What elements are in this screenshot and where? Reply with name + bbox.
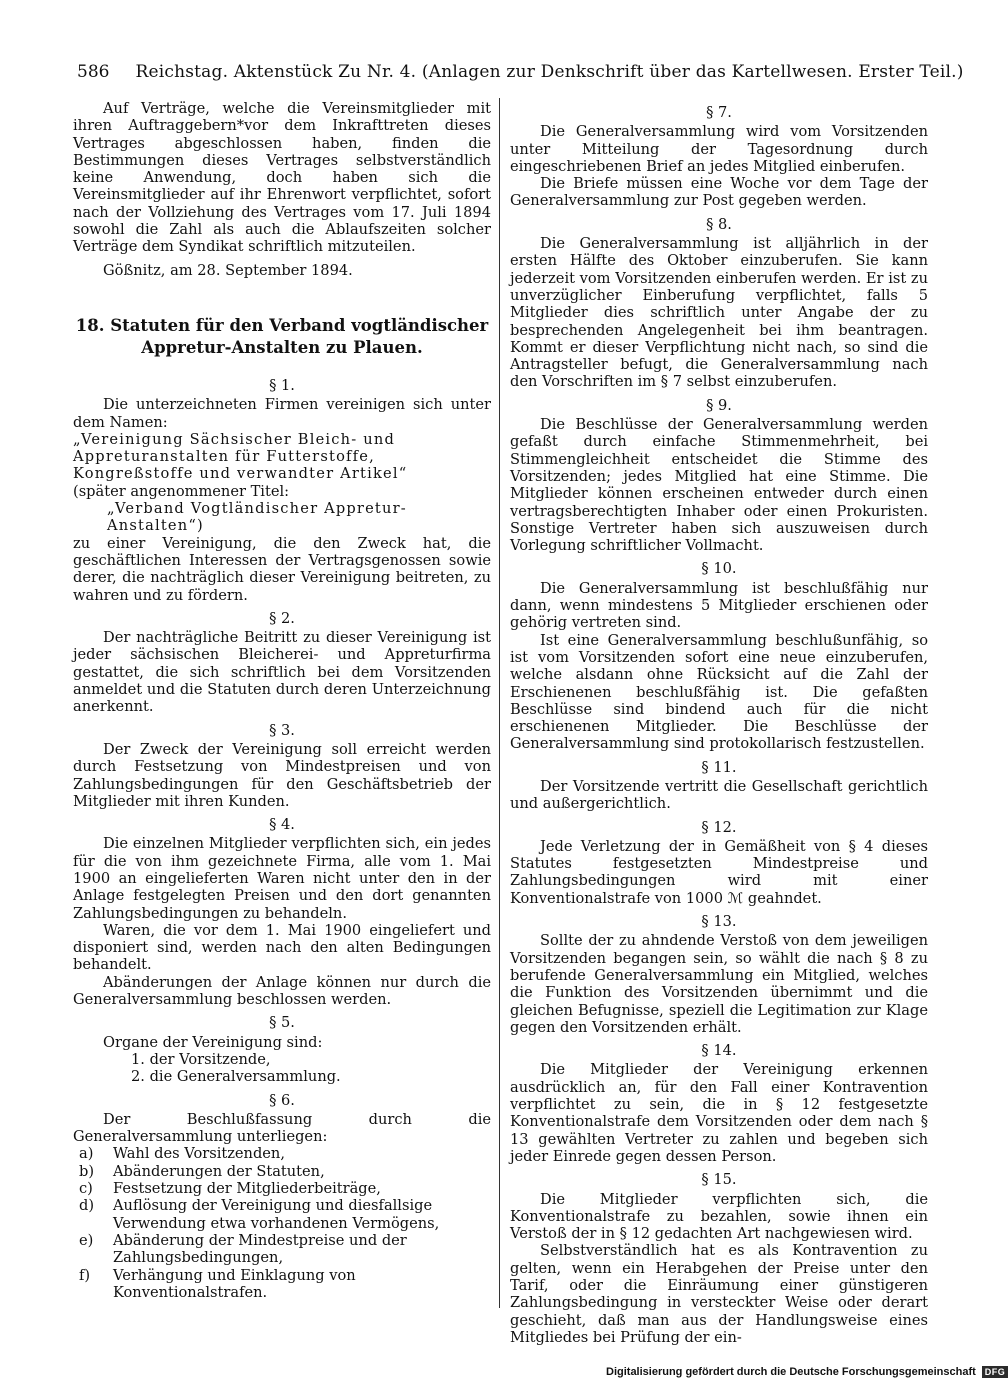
left-column	[73, 100, 491, 1301]
s6-text: Der Beschlußfassung durch die Generalversammlung unterliegen:	[73, 1110, 491, 1146]
s4-text-3: Abänderungen der Anlage können nur durch die Generalversammlung beschlossen werden.	[73, 973, 491, 1009]
list-marker: e)	[79, 1231, 94, 1249]
list-item	[73, 1180, 491, 1197]
intro-paragraph: Auf Verträge, welche die Vereinsmitglieder mit ihren Auftraggebern*vor dem Inkrafttreten dieses Vertrages abgeschlossen haben, finden die Bestimmungen dieses Vertrages selbstverständlich keine Anwendung, doch haben sich die Vereinsmitglieder auf ihr Ehrenwort verpflichtet, sofort nach der Vollziehung des Vertrages vom 17. Juli 1894 sowohl die Zahl als auch die Ablaufszeiten solcher Verträge dem Syndikat schriftlich mitzuteilen.	[73, 100, 491, 256]
s7-text-2: Die Briefe müssen eine Woche vor dem Tage der Generalversammlung zur Post gegeben werden.	[510, 175, 928, 210]
list-item-text: Abänderungen der Statuten,	[113, 1162, 325, 1180]
s5-text: Organe der Vereinigung sind:	[103, 1033, 323, 1051]
list-item	[73, 1163, 491, 1180]
place-date: Gößnitz, am 28. September 1894.	[103, 261, 353, 279]
list-item	[73, 1232, 491, 1267]
list-item-text: Wahl des Vorsitzenden,	[113, 1145, 285, 1163]
list-item	[73, 1145, 491, 1162]
s2-text: Der nachträgliche Beitritt zu dieser Vereinigung ist jeder sächsischen Bleicherei- und Appreturfirma gestattet, die sich schriftlich bei dem Vorsitzenden anmeldet und die Statuten durch deren Unterzeichnung anerkennt.	[73, 629, 491, 716]
paragraph-title-11: § 11.	[701, 758, 737, 776]
list-item-text: Festsetzung der Mitgliederbeiträge,	[113, 1180, 381, 1198]
list-marker: a)	[79, 1145, 94, 1163]
list-marker: b)	[79, 1162, 95, 1180]
s3-text: Der Zweck der Vereinigung soll erreicht werden durch Festsetzung von Mindestpreisen und von Zahlungsbedingungen für den Geschäftsbetrieb der Mitglieder mit ihren Kunden.	[73, 740, 491, 810]
s4-text-1: Die einzelnen Mitglieder verpflichten sich, ein jedes für die von ihm gezeichnete Firma, alle vom 1. Mai 1900 an eingelieferten Waren nicht unter den in der Anlage festgelegten Preisen und den dort genannten Zahlungsbedingungen zu behandeln.	[73, 835, 491, 922]
list-item-text: Abänderung der Mindestpreise und der Zahlungsbedingungen,	[113, 1231, 407, 1267]
digitization-credit	[606, 1366, 1008, 1378]
s7-text-1: Die Generalversammlung wird vom Vorsitzenden unter Mitteilung der Tagesordnung durch eingeschriebenen Brief an jedes Mitglied einberufen.	[510, 123, 928, 175]
list-marker: f)	[79, 1266, 91, 1284]
s4-text-2: Waren, die vor dem 1. Mai 1900 eingeliefert und disponiert sind, werden nach den alten Bedingungen behandelt.	[73, 921, 491, 974]
page-header	[77, 62, 964, 86]
paragraph-title-15: § 15.	[701, 1171, 737, 1189]
paragraph-title-7: § 7.	[706, 104, 732, 121]
section-heading: 18. Statuten für den Verband vogtländischer Appretur-Anstalten zu Plauen.	[75, 315, 489, 357]
paragraph-title-9: § 9.	[706, 396, 732, 414]
s1-purpose: zu einer Vereinigung, die den Zweck hat, die geschäftlichen Interessen der Vertragsgenossen sowie derer, die nachträglich dieser Vereinigung beitreten, zu wahren und zu fördern.	[73, 534, 491, 604]
paragraph-title-1: § 1.	[269, 376, 295, 394]
s8-text: Die Generalversammlung ist alljährlich in der ersten Hälfte des Oktober einzuberufen. Sie kann jederzeit vom Vorsitzenden einberufen werden. Er ist zu unverzüglicher Einberufung verpflichtet, falls 5 Mitglieder dies schriftlich unter Angabe der zu besprechenden Angelegenheit bei ihm beantragen. Kommt er dieser Verpflichtung nicht nach, so sind die Antragsteller befugt, die Generalversammlung nach den Vorschriften im § 7 selbst einzuberufen.	[510, 235, 928, 391]
list-item-text: Verhängung und Einklagung von Konventionalstrafen.	[113, 1266, 356, 1301]
paragraph-title-12: § 12.	[701, 818, 737, 836]
paragraph-title-14: § 14.	[701, 1042, 737, 1060]
s5-organ-item: 1. der Vorsitzende,	[131, 1050, 271, 1068]
paragraph-title-6: § 6.	[269, 1091, 295, 1109]
paragraph-title-5: § 5.	[269, 1014, 295, 1032]
paragraph-title-8: § 8.	[706, 215, 732, 233]
paragraph-title-2: § 2.	[269, 609, 295, 627]
right-column	[510, 100, 928, 1346]
list-item-text: Auflösung der Vereinigung und diesfallsige Verwendung etwa vorhandenen Vermögens,	[113, 1197, 440, 1232]
running-title: Reichstag. Aktenstück Zu Nr. 4. (Anlagen zur Denkschrift über das Kartellwesen. Erster Teil.)	[135, 62, 964, 82]
s12-text: Jede Verletzung der in Gemäßheit von § 4 dieses Statutes festgesetzten Mindestpreise und Zahlungsbedingungen wird mit einer Konventionalstrafe von 1000 ℳ geahndet.	[510, 837, 928, 907]
page-number: 586	[77, 62, 110, 82]
paragraph-title-4: § 4.	[269, 816, 295, 834]
dfg-logo-icon: DFG	[982, 1366, 1008, 1378]
paragraph-title-10: § 10.	[701, 560, 737, 578]
s1-quote-later-name: „Verband Vogtländischer Appretur-Anstalten“)	[107, 500, 407, 535]
s1-text: Die unterzeichneten Firmen vereinigen sich unter dem Namen:	[73, 396, 491, 431]
s1-quote-original-name: „Vereinigung Sächsischer Bleich- und Appreturanstalten für Futterstoffe, Kongreßstoffe und verwandter Artikel“	[73, 430, 408, 483]
s6-list	[73, 1145, 491, 1301]
s9-text: Die Beschlüsse der Generalversammlung werden gefaßt durch einfache Stimmenmehrheit, bei Stimmengleichheit entscheidet die Stimme des Vorsitzenden; jedes Mitglied hat eine Stimme. Die Mitglieder können erscheinen entweder durch einen vertragsberechtigten Inhaber oder einen Prokuristen. Sonstige Vertreter haben sich auszuweisen durch Vorlegung schriftlicher Vollmacht.	[510, 416, 928, 555]
list-item	[73, 1267, 491, 1302]
column-divider	[499, 98, 500, 1308]
s11-text: Der Vorsitzende vertritt die Gesellschaft gerichtlich und außergerichtlich.	[510, 777, 928, 813]
credit-text: Digitalisierung gefördert durch die Deutsche Forschungsgemeinschaft	[606, 1366, 976, 1378]
s14-text: Die Mitglieder der Vereinigung erkennen ausdrücklich an, für den Fall einer Kontravention verpflichtet zu sein, die in § 12 festgesetzte Konventionalstrafe dem Vorsitzenden oder dem nach § 13 gewählten Vertreter zu zahlen und begeben sich jeder Einrede gegen dessen Person.	[510, 1061, 928, 1165]
s5-organ-item: 2. die Generalversammlung.	[131, 1068, 341, 1086]
s13-text: Sollte der zu ahndende Verstoß von dem jeweiligen Vorsitzenden begangen sein, so wählt die nach § 8 zu berufende Generalversammlung ein Mitglied, welches die Funktion des Vorsitzenden übernimmt und die gleichen Befugnisse, speziell die Legitimation zur Klage gegen den Vorsitzenden erhält.	[510, 932, 928, 1036]
paragraph-title-3: § 3.	[269, 721, 295, 739]
paragraph-title-13: § 13.	[701, 913, 737, 931]
s15-text-1: Die Mitglieder verpflichten sich, die Konventionalstrafe zu bezahlen, sowie ihnen ein Verstoß der in § 12 gedachten Art nachgewiesen wird.	[510, 1190, 928, 1243]
s15-text-2: Selbstverständlich hat es als Kontravention zu gelten, wenn ein Herabgehen der Preise unter den Tarif, oder die Einräumung einer günstigeren Zahlungsbedingung in versteckter Weise oder derart geschieht, daß man aus der Handlungsweise eines Mitgliedes bei Prüfung der ein-	[510, 1242, 928, 1346]
list-marker: c)	[79, 1180, 93, 1198]
s10-text-2: Ist eine Generalversammlung beschlußunfähig, so ist vom Vorsitzenden sofort eine neue einzuberufen, welche alsdann ohne Rücksicht auf die Zahl der Erschienenen beschlußfähig ist. Die gefaßten Beschlüsse sind bindend auch für die nicht erschienenen Mitglieder. Die Beschlüsse der Generalversammlung sind protokollarisch festzustellen.	[510, 631, 928, 753]
s10-text-1: Die Generalversammlung ist beschlußfähig nur dann, wenn mindestens 5 Mitglieder erschienen oder gehörig vertreten sind.	[510, 579, 928, 632]
list-marker: d)	[79, 1197, 95, 1215]
s1-later-title-label: (später angenommener Titel:	[73, 482, 290, 500]
list-item	[73, 1197, 491, 1232]
